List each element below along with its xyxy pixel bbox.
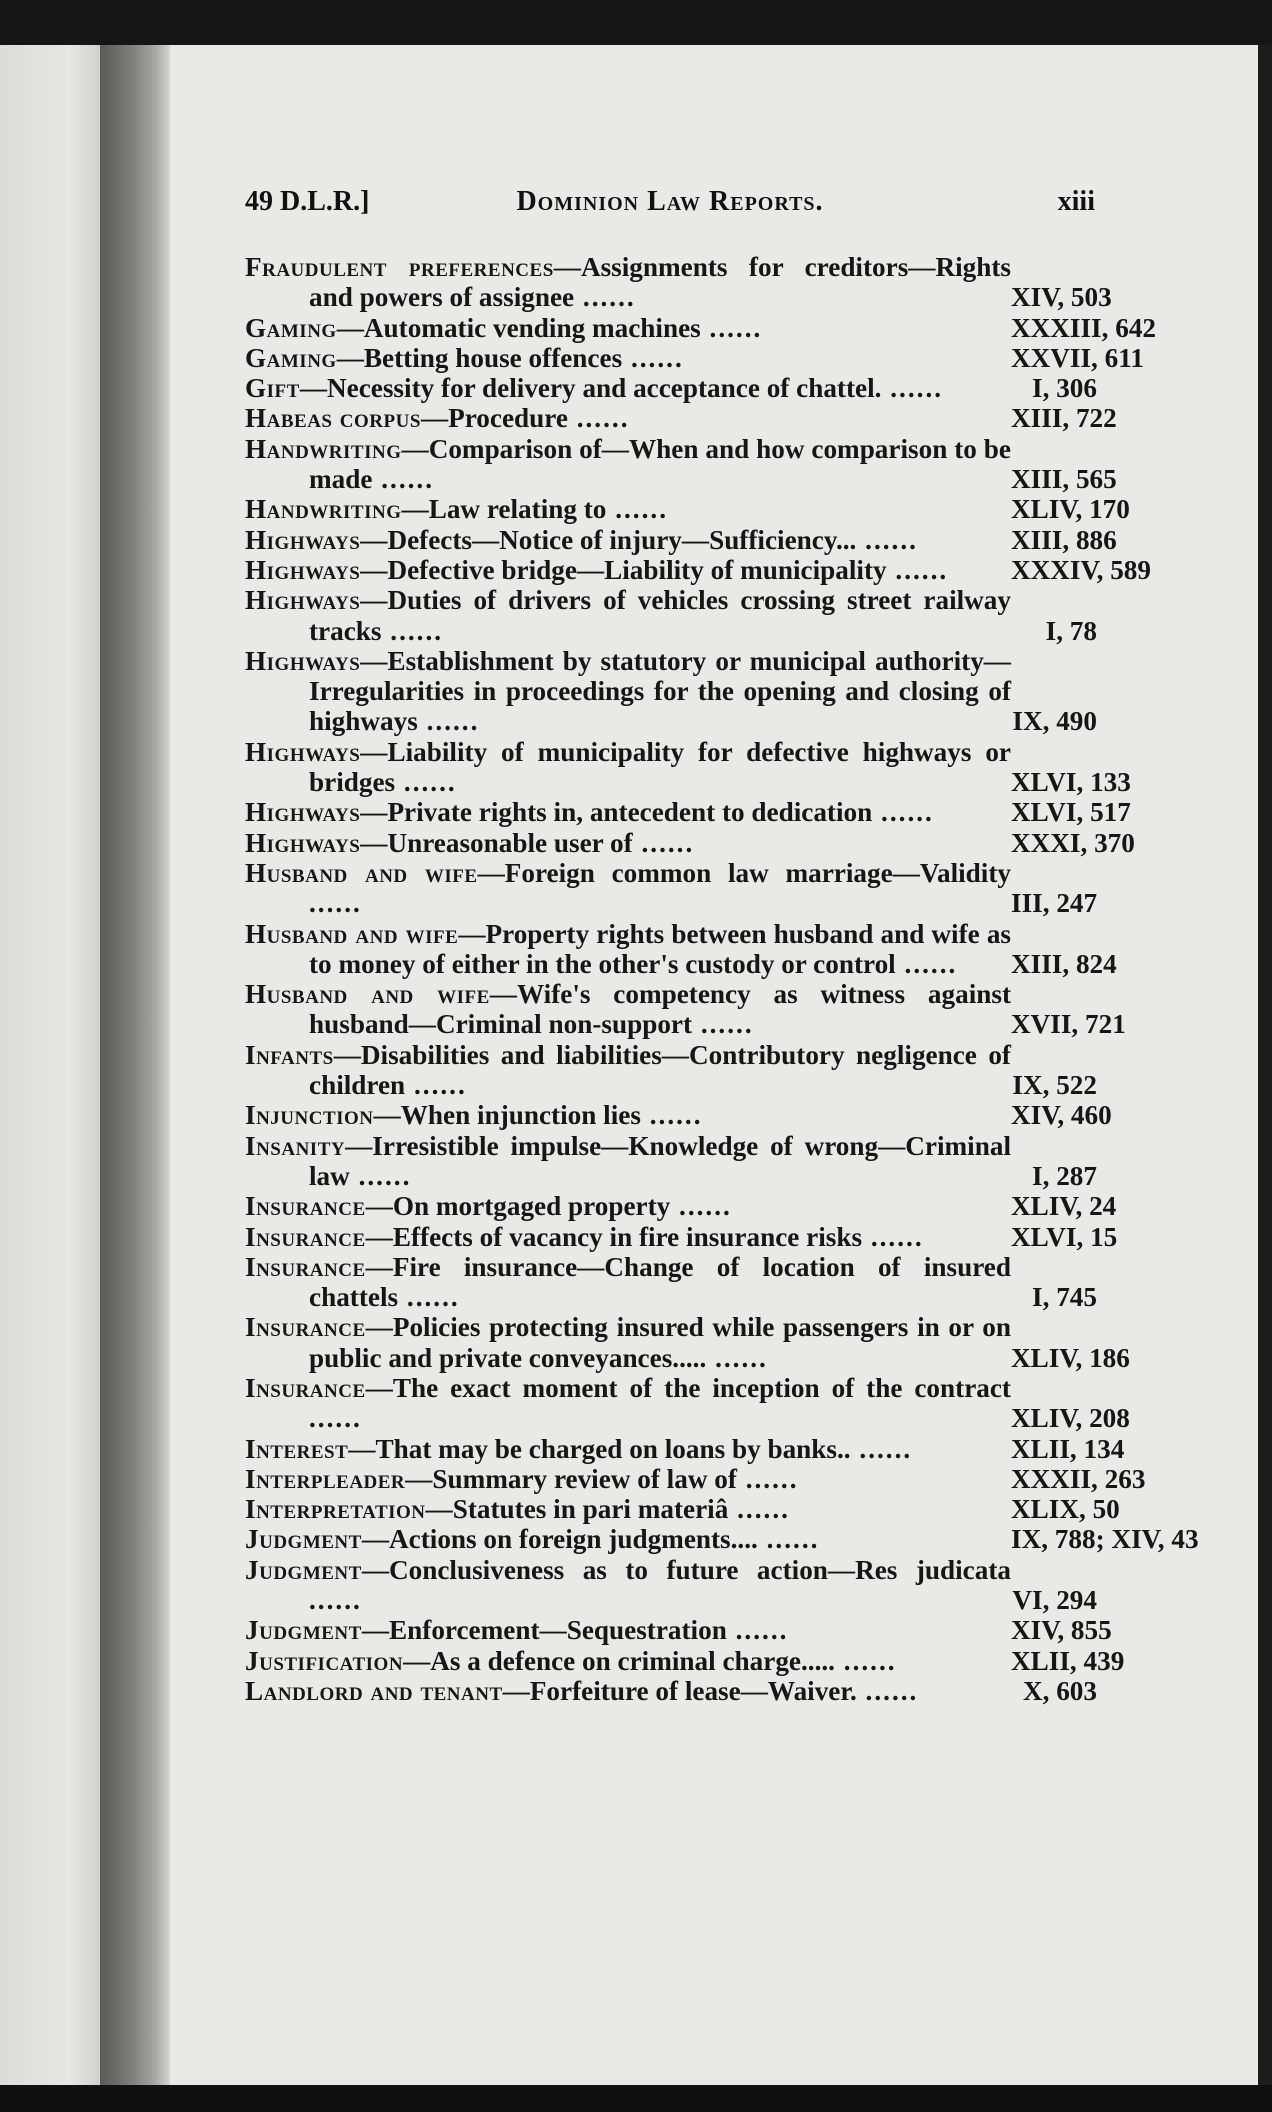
entry-text [245,1676,1011,1706]
entry-description: —Betting house offences [336,342,623,373]
entry-description: —Summary review of law of [405,1463,737,1494]
leader-dots: ...... [872,797,934,828]
entry-heading: Insurance [245,1191,366,1222]
entry-description: —Automatic vending machines [336,312,701,343]
entry-description: —Actions on foreign judgments.... [361,1524,758,1555]
leader-dots: ...... [862,1221,924,1252]
index-entry [245,433,1117,495]
leader-dots: ...... [417,706,480,737]
entry-heading: Husband and wife [245,857,478,888]
entry-heading: Highways [245,524,361,555]
entry-reference: XIII, 886 [1011,524,1117,555]
entry-reference: I, 287 [1032,1160,1097,1191]
entry-heading: Handwriting [245,433,402,464]
entry-text [245,1464,1011,1494]
leader-dots: ...... [881,373,944,404]
entry-text [245,525,1011,555]
entry-description: —Conclusiveness as to future action—Res judicata [361,1554,1011,1585]
index-entries [245,252,1199,1706]
leader-dots: ...... [692,1009,754,1040]
entry-heading: Insanity [245,1130,346,1161]
entry-reference: XLVI, 15 [1011,1221,1118,1252]
entry-heading: Insurance [245,1372,366,1403]
entry-reference: XXXII, 263 [1011,1463,1146,1494]
leader-dots: ...... [850,1433,913,1464]
entry-description: —Necessity for delivery and acceptance of chattel. [299,373,882,404]
entry-reference: XLIX, 50 [1011,1494,1120,1525]
entry-heading: Habeas corpus [245,403,421,434]
entry-text [245,1494,1011,1524]
entry-description: —Forfeiture of lease—Waiver. [502,1675,857,1706]
entry-reference: I, 78 [1045,615,1097,646]
entry-heading: Highways [245,827,361,858]
index-entry [245,1463,1146,1494]
index-entry [245,1524,1199,1555]
index-entry [245,736,1131,798]
leader-dots: ...... [640,1100,703,1131]
entry-heading: Injunction [245,1100,374,1131]
leader-dots: ...... [736,1463,799,1494]
entry-reference: XLII, 439 [1011,1645,1125,1676]
entry-description: —Comparison of—When and how comparison to be made [309,433,1011,495]
entry-description: —Defective bridge—Liability of municipality [360,554,887,585]
entry-reference: XXXIII, 642 [1011,312,1157,343]
entry-description: —Defects—Notice of injury—Sufficiency... [360,524,857,555]
leader-dots: ...... [405,1070,467,1101]
leader-dots: ...... [606,494,668,525]
leader-dots: ...... [349,1160,412,1191]
entry-reference: XLIV, 170 [1011,494,1130,525]
entry-heading: Husband and wife [245,918,459,949]
index-entry [245,1221,1118,1252]
entry-text [245,979,1011,1040]
entry-description: —The exact moment of the inception of the contract [365,1372,1011,1403]
entry-heading: Justification [245,1645,404,1676]
entry-reference: XIII, 824 [1011,948,1117,979]
entry-reference: IX, 490 [1012,706,1097,737]
entry-text [245,585,1011,646]
entry-reference: XIV, 855 [1011,1615,1112,1646]
entry-text [245,737,1011,798]
entry-text [245,1100,1011,1130]
entry-reference: IX, 788; XIV, 43 [1011,1524,1199,1555]
entry-reference: XLIV, 24 [1011,1191,1117,1222]
leader-dots: ...... [309,1403,362,1434]
entry-text [245,434,1011,495]
index-entry [245,585,1097,646]
entry-reference: I, 306 [1032,373,1097,404]
entry-heading: Judgment [245,1524,362,1555]
entry-text [245,1524,1011,1554]
entry-reference: IX, 522 [1012,1070,1097,1101]
index-entry [245,1676,1097,1706]
entry-text [245,1434,1011,1464]
entry-reference: XIII, 722 [1011,403,1117,434]
entry-heading: Insurance [245,1312,366,1343]
entry-reference: XXXI, 370 [1011,827,1135,858]
entry-text [245,797,1011,827]
entry-heading: Gaming [245,342,337,373]
leader-dots: ...... [309,888,362,919]
entry-description: —Disabilities and liabilities—Contributory negligence of children [309,1039,1011,1101]
entry-heading: Husband and wife [245,979,490,1010]
entry-heading: Interest [245,1433,349,1464]
leader-dots: ...... [895,948,958,979]
entry-text [245,555,1011,585]
entry-reference: X, 603 [1022,1675,1097,1706]
entry-description: —Policies protecting insured while passengers in or on public and private conveyances..... [309,1312,1011,1373]
leader-dots: ...... [886,554,949,585]
index-entry [245,1312,1130,1373]
entry-text [245,1373,1011,1434]
index-entry [245,342,1144,373]
entry-description: —On mortgaged property [365,1191,671,1222]
entry-heading: Interpleader [245,1463,406,1494]
entry-reference: XLIV, 208 [1011,1403,1130,1434]
entry-text [245,828,1011,858]
entry-text [245,313,1011,343]
index-entry [245,373,1097,403]
entry-description: —Effects of vacancy in fire insurance risks [365,1221,863,1252]
entry-heading: Highways [245,554,361,585]
entry-text [245,1252,1011,1313]
entry-reference: XLVI, 517 [1011,797,1131,828]
entry-reference: I, 745 [1032,1282,1097,1313]
header-page-number: xiii [1057,186,1095,217]
running-header [245,186,1095,226]
entry-heading: Highways [245,736,361,767]
entry-heading: Gift [245,373,300,404]
entry-reference: XIV, 460 [1011,1100,1112,1131]
entry-reference: XLIV, 186 [1011,1342,1130,1373]
entry-description: —As a defence on criminal charge..... [403,1645,835,1676]
index-entry [245,524,1117,555]
entry-reference: XXXIV, 589 [1011,554,1151,585]
index-entry [245,1645,1125,1676]
entry-reference: XIV, 503 [1011,282,1112,313]
entry-text [245,1131,1011,1192]
index-entry [245,827,1135,858]
index-entry [245,1040,1097,1101]
leader-dots: ...... [309,1585,362,1616]
entry-description: —Establishment by statutory or municipal authority—Irregularities in proceedings for the opening and closing of highways [309,645,1011,737]
entry-description: —Statutes in pari materiâ [425,1494,729,1525]
index-entry [245,494,1130,525]
leader-dots: ...... [622,342,684,373]
entry-text [245,1555,1011,1616]
entry-description: —Fire insurance—Change of location of insured chattels [309,1251,1011,1313]
entry-text [245,1040,1011,1101]
header-volume: 49 D.L.R.] [245,186,370,217]
right-edge [1258,45,1272,2085]
entry-text [245,494,1011,524]
entry-description: —Procedure [420,403,568,434]
entry-reference: XLVI, 133 [1011,767,1131,798]
entry-heading: Landlord and tenant [245,1675,503,1706]
index-entry [245,1100,1112,1131]
index-entry [245,646,1097,737]
entry-description: —Enforcement—Sequestration [361,1615,727,1646]
index-entry [245,312,1157,343]
leader-dots: ...... [567,403,630,434]
entry-heading: Highways [245,797,361,828]
entry-description: —Wife's competency as witness against husband—Criminal non-support [309,979,1011,1040]
leader-dots: ...... [670,1191,732,1222]
entry-description: —Foreign common law marriage—Validity [477,857,1012,888]
leader-dots: ...... [757,1524,820,1555]
bottom-band [0,2085,1272,2112]
index-entry [245,797,1131,828]
entry-text [245,252,1011,313]
leader-dots: ...... [574,282,636,313]
index-entry [245,918,1117,980]
entry-reference: III, 247 [1011,888,1098,919]
entry-description: —Private rights in, antecedent to dedication [360,797,873,828]
entry-text [245,919,1011,980]
index-entry [245,1494,1120,1525]
leader-dots: ...... [700,312,763,343]
entry-heading: Highways [245,645,361,676]
entry-description: —When injunction lies [373,1100,641,1131]
entry-text [245,1646,1011,1676]
index-entry [245,858,1097,919]
entry-reference: XLII, 134 [1011,1433,1125,1464]
left-strip [0,45,100,2085]
leader-dots: ...... [706,1342,768,1373]
index-entry [245,403,1117,434]
leader-dots: ...... [395,767,457,798]
leader-dots: ...... [372,464,435,495]
entry-heading: Fraudulent preferences [245,252,554,282]
entry-text [245,343,1011,373]
index-entry [245,979,1126,1040]
entry-heading: Infants [245,1039,334,1070]
entry-text [245,403,1011,433]
index-entry [245,252,1112,313]
leader-dots: ...... [726,1615,789,1646]
book-gutter [100,45,170,2085]
entry-description: —Law relating to [401,494,607,525]
leader-dots: ...... [632,827,695,858]
entry-text [245,1615,1011,1645]
entry-heading: Insurance [245,1251,366,1282]
entry-description: —Assignments for creditors—Rights and powers of assignee [309,252,1012,313]
entry-description: —That may be charged on loans by banks.. [348,1433,851,1464]
entry-text [245,1312,1011,1373]
index-entry [245,1615,1112,1646]
leader-dots: ...... [834,1645,897,1676]
entry-heading: Judgment [245,1615,362,1646]
index-entry [245,1131,1097,1192]
entry-reference: XIII, 565 [1011,464,1117,495]
index-entry [245,1555,1097,1616]
entry-heading: Interpretation [245,1494,426,1525]
entry-text [245,646,1011,737]
entry-description: —Duties of drivers of vehicles crossing street railway tracks [309,585,1011,646]
entry-heading: Highways [245,585,361,616]
entry-description: —Liability of municipality for defective highways or bridges [309,736,1011,798]
entry-reference: XVII, 721 [1011,1009,1126,1040]
entry-reference: VI, 294 [1012,1585,1097,1616]
entry-heading: Judgment [245,1554,362,1585]
leader-dots: ...... [381,615,444,646]
entry-heading: Gaming [245,312,337,343]
leader-dots: ...... [728,1494,790,1525]
entry-heading: Insurance [245,1221,366,1252]
entry-description: —Property rights between husband and wife as to money of either in the other's custody or control [309,918,1012,979]
leader-dots: ...... [856,524,918,555]
index-entry [245,1191,1117,1222]
entry-description: —Irresistible impulse—Knowledge of wrong—Criminal law [309,1130,1011,1191]
index-entry [245,1433,1125,1464]
entry-text [245,1222,1011,1252]
index-entry [245,1252,1097,1313]
index-entry [245,554,1151,585]
header-title: Dominion Law Reports. [516,186,824,217]
entry-text [245,373,1011,403]
entry-description: —Unreasonable user of [360,827,633,858]
entry-heading: Handwriting [245,494,402,525]
index-entry [245,1372,1130,1434]
leader-dots: ...... [856,1675,919,1706]
entry-text [245,1191,1011,1221]
entry-text [245,858,1011,919]
entry-reference: XXVII, 611 [1011,342,1144,373]
leader-dots: ...... [398,1282,460,1313]
